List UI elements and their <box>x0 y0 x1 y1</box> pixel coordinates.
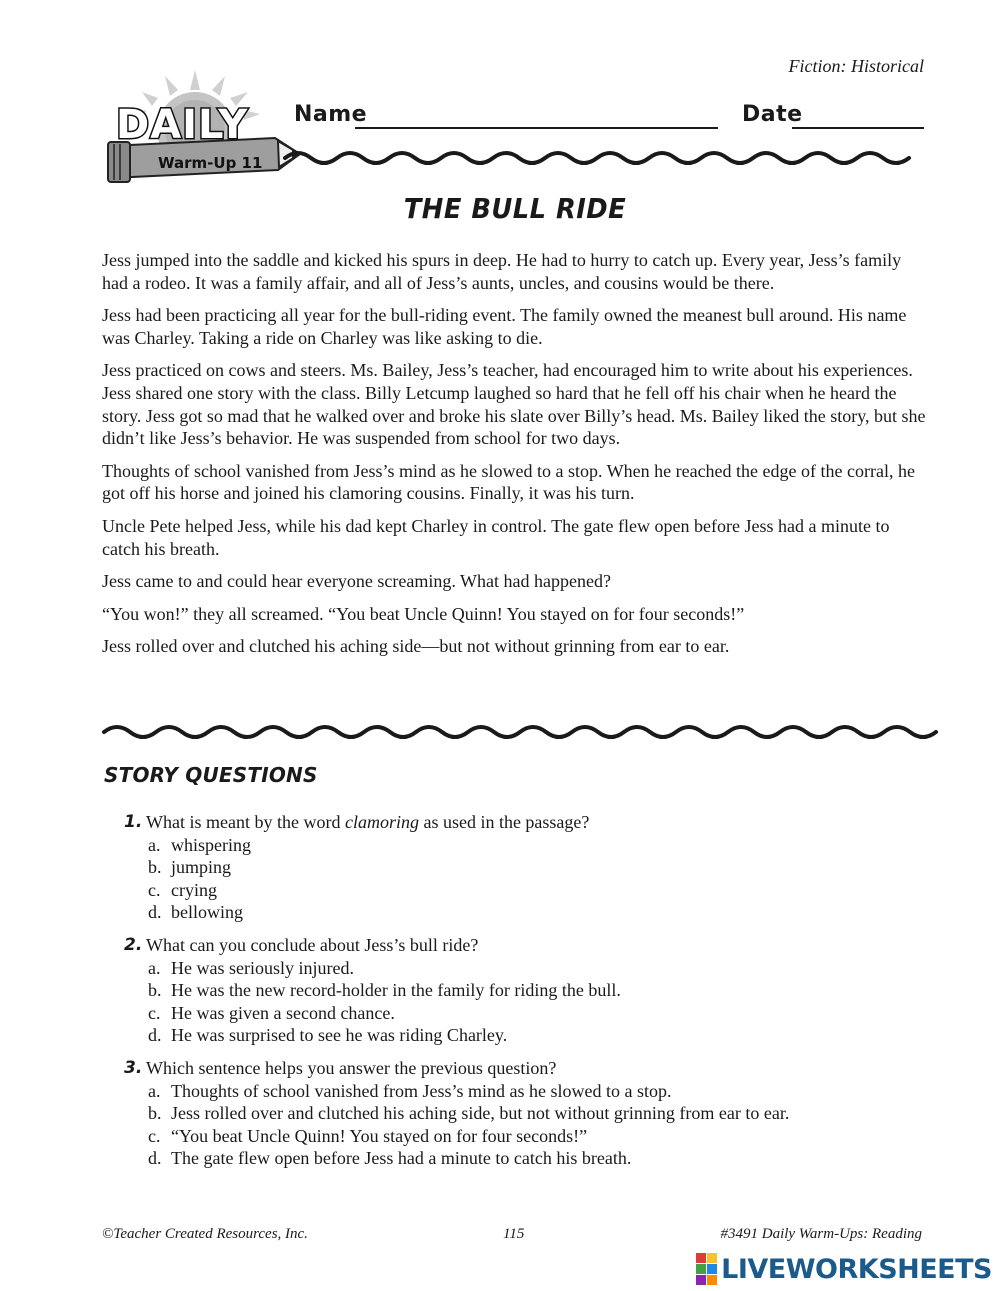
answer-option[interactable]: a. He was seriously injured. <box>148 957 354 978</box>
logo-subtitle: Warm-Up 11 <box>158 154 263 172</box>
answer-option[interactable]: d. The gate flew open before Jess had a minute to catch his breath. <box>148 1148 632 1169</box>
question-text: What is meant by the word clamoring as used in the passage? <box>146 812 590 832</box>
brand-block <box>696 1253 706 1263</box>
answer-option[interactable]: b. jumping <box>148 857 232 878</box>
answer-option[interactable]: b. Jess rolled over and clutched his aching side, but not without grinning from ear to ear. <box>148 1103 790 1124</box>
passage <box>102 249 928 668</box>
passage-paragraph: Jess had been practicing all year for the bull-riding event. The family owned the meanest bull around. His name was Charley. Taking a ride on Charley was like asking to die. <box>102 305 907 348</box>
passage-paragraph: Jess jumped into the saddle and kicked his spurs in deep. He had to hurry to catch up. Every year, Jess’s family had a rodeo. It was a family affair, and all of Jess’s aunts, uncles, and cousins would be there. <box>102 250 902 293</box>
passage-paragraph: Thoughts of school vanished from Jess’s mind as he slowed to a stop. When he reached the edge of the corral, he got off his horse and joined his clamoring cousins. Finally, it was his turn. <box>102 460 915 504</box>
question-item <box>124 1057 924 1170</box>
answer-option[interactable]: b. He was the new record-holder in the family for riding the bull. <box>148 980 621 1001</box>
brand-block <box>696 1275 706 1285</box>
date-field[interactable] <box>792 127 924 129</box>
brand-block <box>707 1275 717 1285</box>
brand-text: LIVEWORKSHEETS <box>721 1253 992 1285</box>
logo-word: DAILY <box>116 102 249 148</box>
name-field[interactable] <box>355 127 718 129</box>
footer-copyright: ©Teacher Created Resources, Inc. <box>102 1226 308 1242</box>
question-number: 1. <box>124 812 143 832</box>
name-label: Name <box>294 102 368 127</box>
answer-option[interactable]: a. whispering <box>148 834 251 855</box>
question-item <box>124 811 924 924</box>
questions-list <box>124 811 924 1180</box>
date-label: Date <box>742 102 803 127</box>
footer-book-title: #3491 Daily Warm-Ups: Reading <box>720 1226 922 1242</box>
genre-label: Fiction: Historical <box>788 56 924 76</box>
passage-paragraph: Jess rolled over and clutched his aching side—but not without grinning from ear to ear. <box>102 636 730 657</box>
question-item <box>124 934 924 1047</box>
answer-option[interactable]: d. bellowing <box>148 902 243 923</box>
brand-block <box>707 1253 717 1263</box>
header-wave-divider <box>0 144 1000 174</box>
answer-option[interactable]: c. crying <box>148 879 217 900</box>
footer-page-number: 115 <box>503 1226 525 1242</box>
brand-block <box>696 1264 706 1274</box>
answer-option[interactable]: d. He was surprised to see he was riding Charley. <box>148 1025 508 1046</box>
answer-option[interactable]: a. Thoughts of school vanished from Jess’s mind as he slowed to a stop. <box>148 1080 672 1101</box>
brand-blocks-icon <box>696 1253 717 1285</box>
answer-option[interactable]: c. “You beat Uncle Quinn! You stayed on for four seconds!” <box>148 1125 588 1146</box>
passage-paragraph: Jess came to and could hear everyone screaming. What had happened? <box>102 571 611 592</box>
passage-paragraph: “You won!” they all screamed. “You beat Uncle Quinn! You stayed on for four seconds!” <box>102 603 745 624</box>
passage-paragraph: Jess practiced on cows and steers. Ms. Bailey, Jess’s teacher, had encouraged him to write about his experiences. Jess shared one story with the class. Billy Letcump laughed so hard that he fell off his chair when he heard the story. Jess got so mad that he walked over and broke his slate over Billy’s head. Ms. Bailey liked the story, but she didn’t like Jess’s behavior. He was suspended from school for two days. <box>102 360 926 449</box>
answer-option[interactable]: c. He was given a second chance. <box>148 1002 395 1023</box>
passage-paragraph: Uncle Pete helped Jess, while his dad kept Charley in control. The gate flew open before Jess had a minute to catch his breath. <box>102 515 890 559</box>
passage-wave-divider <box>0 718 1000 748</box>
question-text: What can you conclude about Jess’s bull ride? <box>146 934 479 955</box>
page-title: THE BULL RIDE <box>403 192 627 225</box>
question-number: 3. <box>124 1057 143 1078</box>
brand-block <box>707 1264 717 1274</box>
liveworksheets-logo[interactable] <box>696 1253 992 1285</box>
question-number: 2. <box>124 934 143 955</box>
question-text: Which sentence helps you answer the previous question? <box>146 1057 557 1078</box>
story-questions-heading: STORY QUESTIONS <box>104 763 318 787</box>
